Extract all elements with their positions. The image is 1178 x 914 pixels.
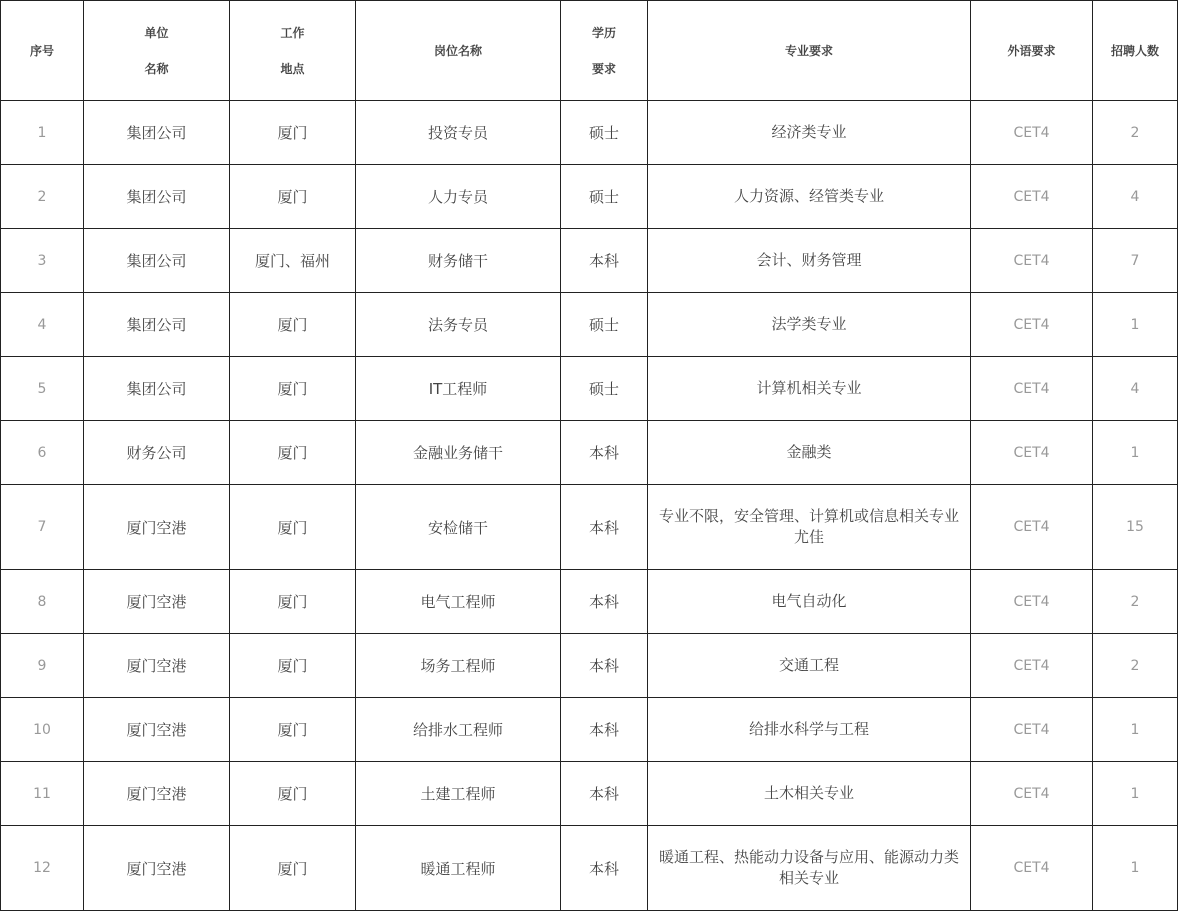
- cell-education: 本科: [561, 698, 648, 762]
- cell-major: 给排水科学与工程: [648, 698, 971, 762]
- cell-seq: 12: [1, 826, 84, 911]
- cell-major: 土木相关专业: [648, 762, 971, 826]
- cell-seq: 8: [1, 570, 84, 634]
- cell-position: 土建工程师: [356, 762, 561, 826]
- header-language: 外语要求: [971, 1, 1093, 101]
- cell-position: 暖通工程师: [356, 826, 561, 911]
- table-row: [1, 357, 1178, 421]
- header-major: 专业要求: [648, 1, 971, 101]
- cell-language: CET4: [971, 634, 1093, 698]
- cell-location: 厦门: [230, 165, 356, 229]
- cell-location: 厦门: [230, 570, 356, 634]
- cell-count: 2: [1093, 570, 1178, 634]
- cell-unit: 集团公司: [84, 101, 230, 165]
- header-unit: 单位 名称: [84, 1, 230, 101]
- cell-position: 人力专员: [356, 165, 561, 229]
- cell-count: 1: [1093, 421, 1178, 485]
- cell-unit: 厦门空港: [84, 570, 230, 634]
- cell-position: 场务工程师: [356, 634, 561, 698]
- cell-education: 硕士: [561, 165, 648, 229]
- cell-position: 金融业务储干: [356, 421, 561, 485]
- cell-unit: 厦门空港: [84, 485, 230, 570]
- table-row: [1, 570, 1178, 634]
- cell-language: CET4: [971, 357, 1093, 421]
- cell-count: 4: [1093, 165, 1178, 229]
- cell-location: 厦门、福州: [230, 229, 356, 293]
- cell-major: 交通工程: [648, 634, 971, 698]
- table-row: [1, 698, 1178, 762]
- cell-location: 厦门: [230, 762, 356, 826]
- cell-location: 厦门: [230, 485, 356, 570]
- cell-language: CET4: [971, 485, 1093, 570]
- cell-language: CET4: [971, 293, 1093, 357]
- cell-education: 硕士: [561, 357, 648, 421]
- cell-unit: 厦门空港: [84, 634, 230, 698]
- cell-seq: 4: [1, 293, 84, 357]
- cell-seq: 1: [1, 101, 84, 165]
- cell-major: 专业不限，安全管理、计算机或信息相关专业尤佳: [648, 485, 971, 570]
- cell-seq: 3: [1, 229, 84, 293]
- cell-position: 投资专员: [356, 101, 561, 165]
- table-body: [1, 101, 1178, 911]
- cell-location: 厦门: [230, 421, 356, 485]
- table-row: [1, 826, 1178, 911]
- table-row: [1, 229, 1178, 293]
- cell-major: 经济类专业: [648, 101, 971, 165]
- header-location: 工作 地点: [230, 1, 356, 101]
- cell-position: 财务储干: [356, 229, 561, 293]
- header-seq: 序号: [1, 1, 84, 101]
- cell-position: 电气工程师: [356, 570, 561, 634]
- cell-unit: 集团公司: [84, 293, 230, 357]
- cell-major: 人力资源、经管类专业: [648, 165, 971, 229]
- cell-seq: 9: [1, 634, 84, 698]
- cell-education: 硕士: [561, 293, 648, 357]
- header-education: 学历 要求: [561, 1, 648, 101]
- cell-count: 7: [1093, 229, 1178, 293]
- cell-position: 给排水工程师: [356, 698, 561, 762]
- cell-location: 厦门: [230, 101, 356, 165]
- cell-education: 本科: [561, 634, 648, 698]
- cell-major: 金融类: [648, 421, 971, 485]
- cell-language: CET4: [971, 165, 1093, 229]
- cell-language: CET4: [971, 698, 1093, 762]
- cell-language: CET4: [971, 421, 1093, 485]
- cell-count: 4: [1093, 357, 1178, 421]
- cell-count: 2: [1093, 634, 1178, 698]
- cell-language: CET4: [971, 826, 1093, 911]
- cell-count: 2: [1093, 101, 1178, 165]
- table-row: [1, 485, 1178, 570]
- header-position: 岗位名称: [356, 1, 561, 101]
- cell-count: 1: [1093, 293, 1178, 357]
- cell-location: 厦门: [230, 293, 356, 357]
- cell-unit: 厦门空港: [84, 762, 230, 826]
- cell-major: 电气自动化: [648, 570, 971, 634]
- header-count: 招聘人数: [1093, 1, 1178, 101]
- table-row: [1, 634, 1178, 698]
- cell-language: CET4: [971, 101, 1093, 165]
- cell-major: 暖通工程、热能动力设备与应用、能源动力类相关专业: [648, 826, 971, 911]
- cell-count: 1: [1093, 826, 1178, 911]
- table-row: [1, 293, 1178, 357]
- cell-location: 厦门: [230, 826, 356, 911]
- cell-location: 厦门: [230, 698, 356, 762]
- cell-language: CET4: [971, 229, 1093, 293]
- cell-count: 1: [1093, 698, 1178, 762]
- cell-education: 本科: [561, 485, 648, 570]
- cell-unit: 集团公司: [84, 165, 230, 229]
- cell-seq: 11: [1, 762, 84, 826]
- header-row: [1, 1, 1178, 101]
- cell-language: CET4: [971, 762, 1093, 826]
- cell-major: 法学类专业: [648, 293, 971, 357]
- cell-seq: 7: [1, 485, 84, 570]
- cell-education: 本科: [561, 570, 648, 634]
- table-row: [1, 421, 1178, 485]
- cell-seq: 6: [1, 421, 84, 485]
- table-row: [1, 762, 1178, 826]
- cell-major: 会计、财务管理: [648, 229, 971, 293]
- table-row: [1, 165, 1178, 229]
- cell-position: IT工程师: [356, 357, 561, 421]
- cell-location: 厦门: [230, 634, 356, 698]
- cell-count: 1: [1093, 762, 1178, 826]
- cell-location: 厦门: [230, 357, 356, 421]
- cell-education: 本科: [561, 762, 648, 826]
- cell-unit: 厦门空港: [84, 826, 230, 911]
- cell-count: 15: [1093, 485, 1178, 570]
- cell-unit: 集团公司: [84, 357, 230, 421]
- cell-major: 计算机相关专业: [648, 357, 971, 421]
- cell-seq: 10: [1, 698, 84, 762]
- cell-education: 硕士: [561, 101, 648, 165]
- table-row: [1, 101, 1178, 165]
- cell-language: CET4: [971, 570, 1093, 634]
- cell-education: 本科: [561, 826, 648, 911]
- cell-unit: 财务公司: [84, 421, 230, 485]
- cell-seq: 5: [1, 357, 84, 421]
- cell-unit: 集团公司: [84, 229, 230, 293]
- cell-position: 安检储干: [356, 485, 561, 570]
- cell-education: 本科: [561, 421, 648, 485]
- cell-unit: 厦门空港: [84, 698, 230, 762]
- cell-seq: 2: [1, 165, 84, 229]
- cell-position: 法务专员: [356, 293, 561, 357]
- cell-education: 本科: [561, 229, 648, 293]
